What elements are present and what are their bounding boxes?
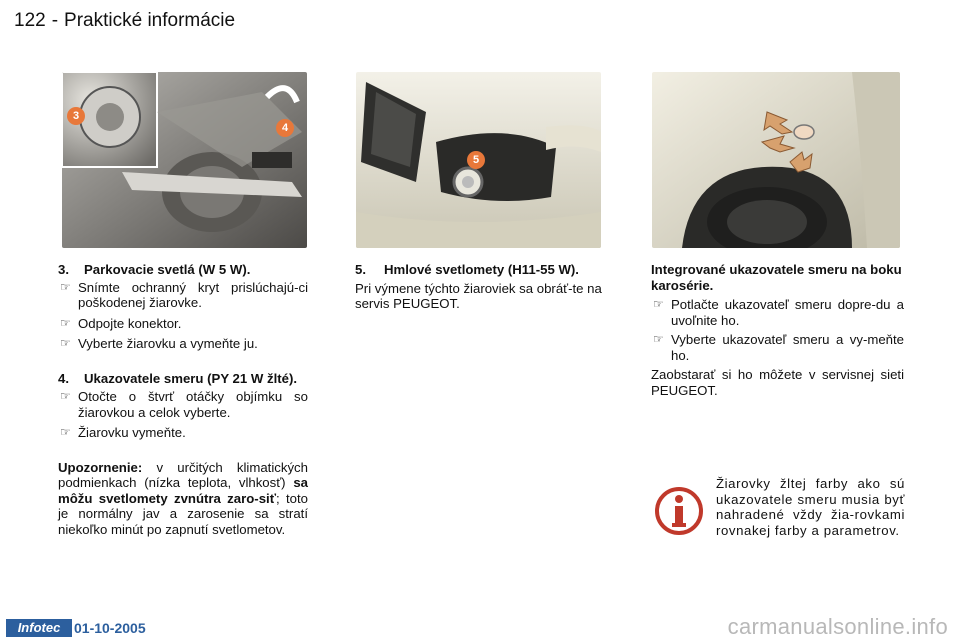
side-indicator-photo	[652, 72, 900, 248]
section-4-title: Ukazovatele smeru (PY 21 W žlté).	[84, 370, 298, 386]
bullet-item	[58, 280, 308, 311]
watermark: carmanualsonline.info	[727, 614, 948, 639]
bullet-text: Odpojte konektor.	[78, 315, 182, 331]
callout-5: 5	[467, 151, 485, 169]
bullet-item	[651, 297, 904, 328]
arrow-right-icon: ☞	[60, 389, 71, 403]
fog-lamp-photo	[356, 72, 601, 248]
bullet-text: Žiarovku vymeňte.	[78, 425, 186, 440]
headlamp-rear-photo	[62, 72, 307, 248]
section-3-number: 3.	[58, 262, 69, 277]
page-number: 122	[14, 10, 46, 31]
info-text: Žiarovky žltej farby ako sú ukazovatele smeru musia byť nahradené vždy žia-rovkami rovnakej farby a parametrov.	[716, 476, 905, 538]
bullet-item	[58, 425, 308, 441]
bullet-item	[58, 336, 308, 352]
warning-label: Upozornenie:	[58, 459, 143, 475]
bullet-item	[58, 389, 308, 420]
section-4-heading	[58, 371, 308, 387]
page-header	[14, 10, 241, 32]
section-5-number: 5.	[355, 262, 366, 277]
bullet-text: Vyberte žiarovku a vymeňte ju.	[78, 336, 258, 351]
arrow-right-icon: ☞	[60, 279, 71, 294]
section-5-text: Pri výmene týchto žiaroviek sa obráť-te na servis PEUGEOT.	[355, 280, 602, 311]
warning-text-end: ; toto je normálny jav a zarosenie sa stratí niekoľko minút po zapnutí svetlometov.	[58, 490, 308, 537]
arrow-right-icon: ☞	[653, 297, 664, 311]
footer-badge: Infotec	[6, 619, 72, 637]
section-5-title: Hmlové svetlomety (H11-55 W).	[384, 262, 579, 277]
header-separator: -	[51, 10, 59, 31]
bullet-item	[651, 332, 904, 363]
arrow-right-icon: ☞	[60, 315, 71, 330]
arrow-right-icon: ☞	[60, 336, 71, 350]
warning-emphasis: sa môžu svetlomety zvnútra zaro-siť	[58, 475, 308, 506]
section-4-number: 4.	[58, 370, 69, 386]
info-icon	[654, 486, 704, 536]
footer-date: 01-10-2005	[74, 620, 146, 636]
section-5-heading	[355, 262, 605, 278]
warning-text: v určitých klimatických podmienkach (nízka teplota, vlhkosť)	[58, 459, 308, 490]
indicator-text: Zaobstarať si ho môžete v servisnej sieti PEUGEOT.	[651, 367, 904, 398]
arrow-right-icon: ☞	[653, 332, 664, 346]
section-3-heading	[58, 262, 308, 278]
bullet-text: Potlačte ukazovateľ smeru dopre-du a uvoľnite ho.	[671, 297, 904, 328]
indicator-heading: Integrované ukazovatele smeru na boku karosérie.	[651, 262, 902, 293]
callout-4: 4	[276, 119, 294, 137]
bullet-text: Otočte o štvrť otáčky objímku so žiarovkou a celok vyberte.	[78, 389, 308, 420]
page-title: Praktické informácie	[64, 10, 236, 31]
column-left	[58, 262, 308, 537]
column-middle	[355, 262, 605, 312]
column-right	[651, 262, 904, 398]
bullet-item	[58, 316, 308, 332]
callout-3: 3	[67, 107, 85, 125]
bullet-text: Vyberte ukazovateľ smeru a vy-meňte ho.	[671, 332, 904, 363]
arrow-right-icon: ☞	[60, 425, 71, 439]
warning-paragraph	[58, 460, 308, 538]
section-3-title: Parkovacie svetlá (W 5 W).	[84, 262, 251, 277]
bullet-text: Snímte ochranný kryt prislúchajú-ci poškodenej žiarovke.	[78, 279, 308, 310]
